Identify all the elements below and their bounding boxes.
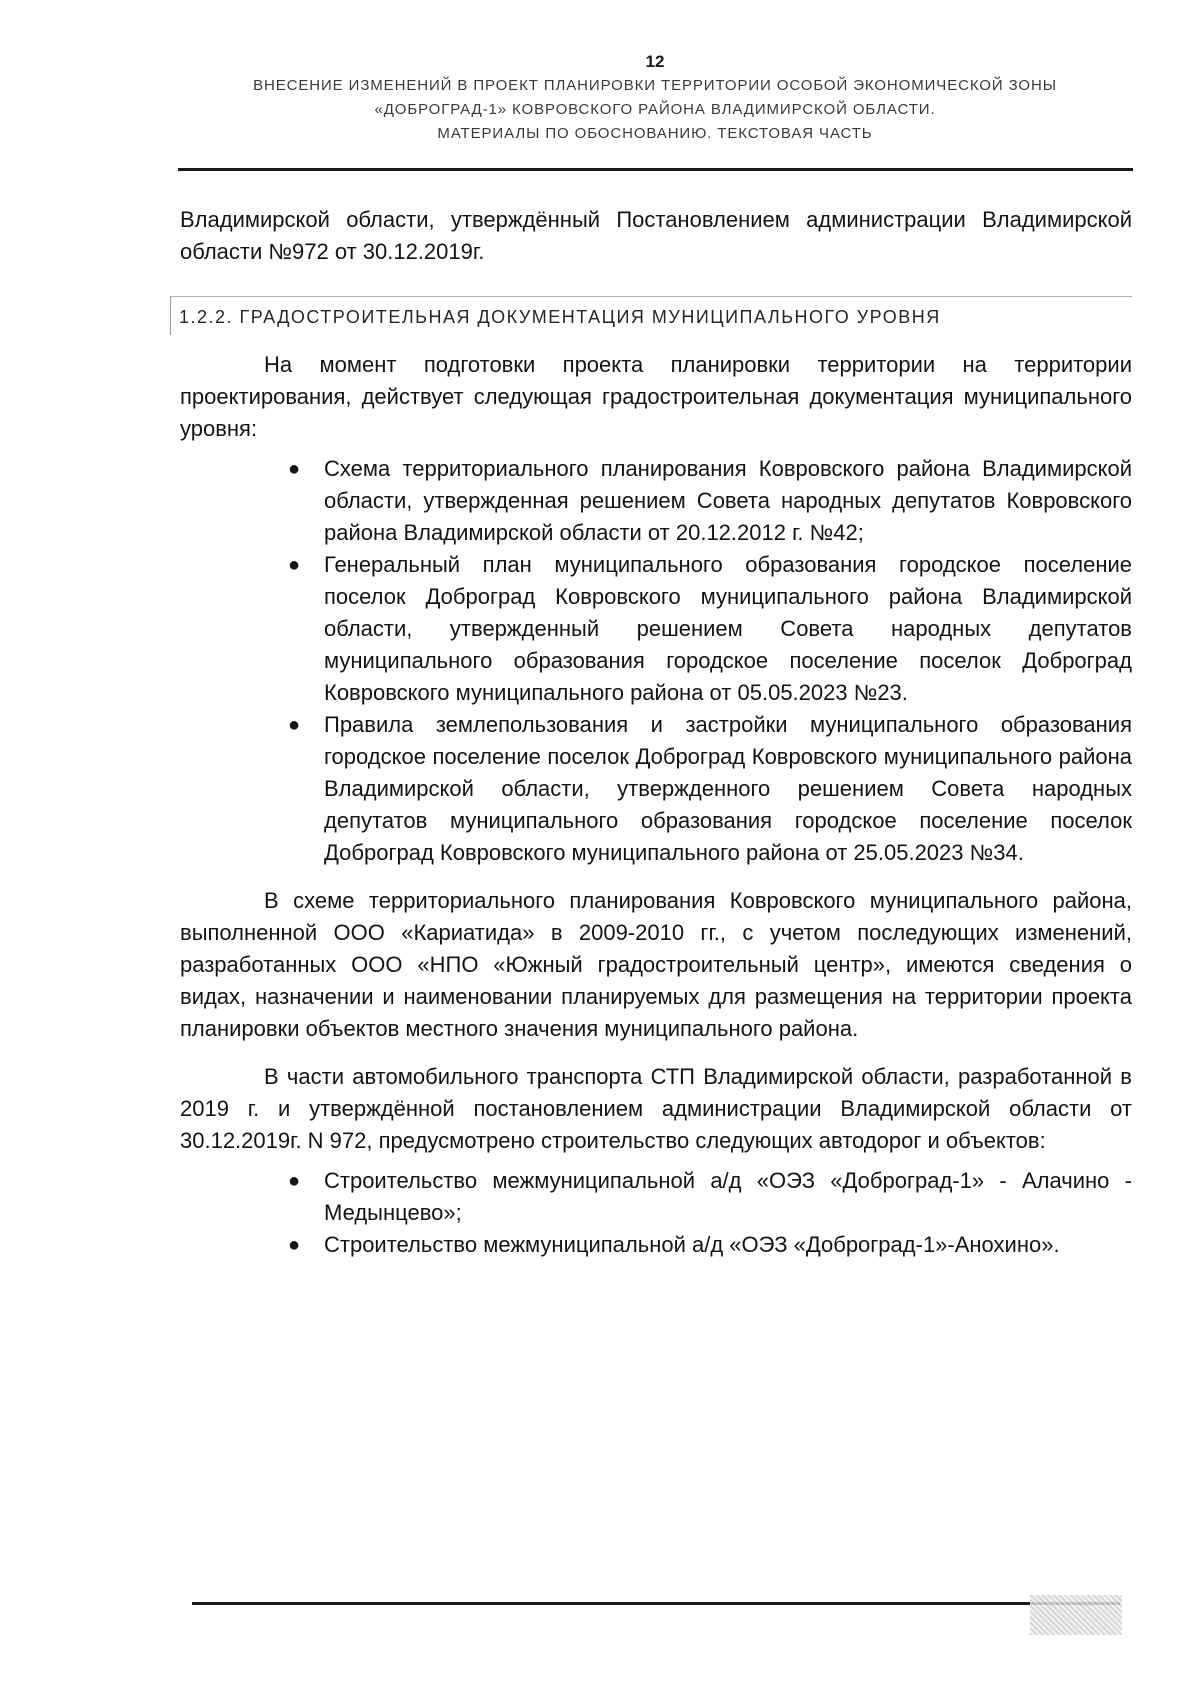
section-heading: 1.2.2. ГРАДОСТРОИТЕЛЬНАЯ ДОКУМЕНТАЦИЯ МУНИЦИПАЛЬНОГО УРОВНЯ xyxy=(170,296,1132,335)
list-item-text: Генеральный план муниципального образования городское поселение поселок Доброград Ковровского муниципального района Владимирской области, утвержденный решением Совета народных депутатов муниципального образования городское поселение поселок Доброград Ковровского муниципального района от 05.05.2023 №23. xyxy=(324,552,1132,705)
roads-list xyxy=(180,1165,1132,1261)
bullet-icon: ● xyxy=(287,554,301,576)
list-item xyxy=(287,709,1132,869)
scheme-paragraph: В схеме территориального планирования Ковровского муниципального района, выполненной ООО «Кариатида» в 2009-2010 гг., с учетом последующих изменений, разработанных ООО «НПО «Южный градостроительный центр», имеются сведения о видах, назначении и наименовании планируемых для размещения на территории проекта планировки объектов местного значения муниципального района. xyxy=(180,888,1132,1041)
list-item xyxy=(287,453,1132,549)
list-item-text: Схема территориального планирования Ковровского района Владимирской области, утвержденная решением Совета народных депутатов Ковровского района Владимирской области от 20.12.2012 г. №42; xyxy=(324,456,1132,545)
header-title-line-3: МАТЕРИАЛЫ ПО ОБОСНОВАНИЮ. ТЕКСТОВАЯ ЧАСТЬ xyxy=(437,125,873,142)
header-divider xyxy=(178,168,1133,171)
page-number: 12 xyxy=(645,52,665,71)
documents-list xyxy=(180,453,1132,869)
bullet-icon: ● xyxy=(287,1170,301,1192)
document-body xyxy=(180,204,1132,1271)
bullet-icon: ● xyxy=(287,458,301,480)
bullet-icon: ● xyxy=(287,1234,301,1256)
footer-divider xyxy=(192,1602,1120,1605)
lead-paragraph: На момент подготовки проекта планировки территории на территории проектирования, действует следующая градостроительная документация муниципального уровня: xyxy=(180,352,1132,441)
list-item xyxy=(287,1229,1132,1261)
list-item xyxy=(287,549,1132,709)
transport-paragraph: В части автомобильного транспорта СТП Владимирской области, разработанной в 2019 г. и утверждённой постановлением администрации Владимирской области от 30.12.2019г. N 972, предусмотрено строительство следующих автодорог и объектов: xyxy=(180,1064,1132,1153)
intro-paragraph: Владимирской области, утверждённый Постановлением администрации Владимирской области №972 от 30.12.2019г. xyxy=(180,207,1132,264)
list-item-text: Правила землепользования и застройки муниципального образования городское поселение поселок Доброград Ковровского муниципального района Владимирской области, утвержденного решением Совета народных депутатов муниципального образования городское поселение поселок Доброград Ковровского муниципального района от 25.05.2023 №34. xyxy=(324,712,1132,865)
list-item-text: Строительство межмуниципальной а/д «ОЭЗ «Доброград-1»-Анохино». xyxy=(324,1232,1060,1257)
stamp-mark xyxy=(1030,1595,1122,1635)
header-title-line-2: «ДОБРОГРАД-1» КОВРОВСКОГО РАЙОНА ВЛАДИМИРСКОЙ ОБЛАСТИ. xyxy=(374,101,936,118)
page-header xyxy=(180,50,1130,146)
header-title-line-1: ВНЕСЕНИЕ ИЗМЕНЕНИЙ В ПРОЕКТ ПЛАНИРОВКИ ТЕРРИТОРИИ ОСОБОЙ ЭКОНОМИЧЕСКОЙ ЗОНЫ xyxy=(253,77,1057,94)
list-item-text: Строительство межмуниципальной а/д «ОЭЗ «Доброград-1» - Алачино - Медынцево»; xyxy=(324,1168,1132,1225)
bullet-icon: ● xyxy=(287,714,301,736)
list-item xyxy=(287,1165,1132,1229)
